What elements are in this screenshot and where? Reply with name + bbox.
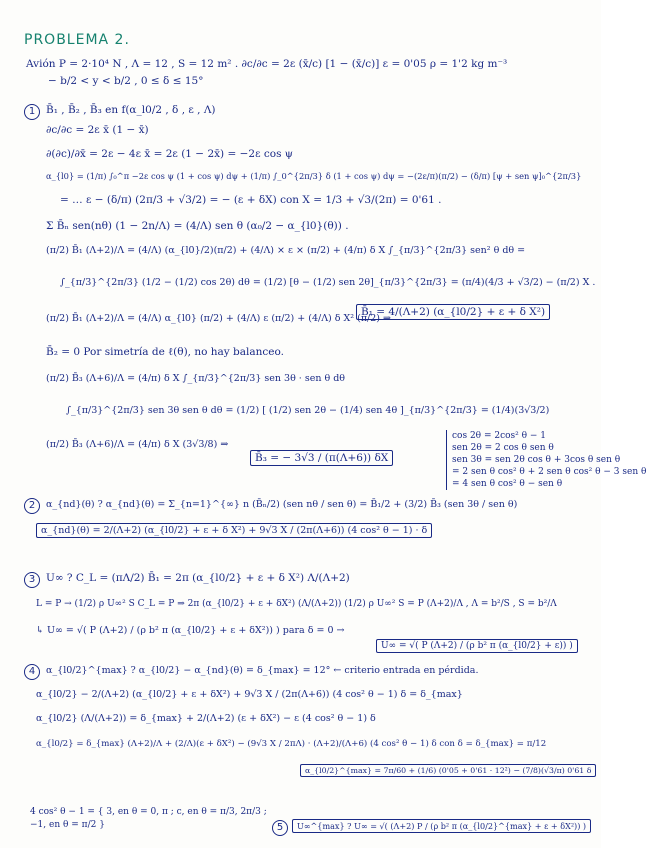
side-note-line: sen 2θ = 2 cos θ sen θ: [452, 443, 554, 453]
section-1-line: ∂(∂c)/∂x̄ = 2ε − 4ε x̄ = 2ε (1 − 2x̄) = −2ε cos ψ: [46, 148, 294, 160]
result-alpha-nd-box: α_{nd}(θ) = 2/(Λ+2) (α_{l0/2} + ε + δ X²) + 9√3 X / (2π(Λ+6)) (4 cos² θ − 1) · δ: [36, 523, 432, 538]
side-note-line: cos 2θ = 2cos² θ − 1: [452, 431, 547, 441]
section-3-line: L = P → (1/2) ρ U∞² S C_L = P ⇒ 2π (α_{l0/2} + ε + δX²) (Λ/(Λ+2)) (1/2) ρ U∞² S = P (Λ+2)/Λ , Λ = b²/S , S = b²/Λ: [36, 599, 557, 609]
section-1-line: (π/2) B̄₃ (Λ+6)/Λ = (4/π) δ X ∫_{π/3}^{2π/3} sen 3θ · sen θ dθ: [46, 373, 346, 384]
side-note-line: = 2 sen θ cos² θ + 2 sen θ cos² θ − 3 sen θ: [452, 467, 646, 477]
result-b2: B̄₂ = 0 Por simetría de ℓ(θ), no hay balanceo.: [46, 346, 284, 358]
section-1-line: α_{l0} = (1/π) ∫₀^π −2ε cos ψ (1 + cos ψ) dψ + (1/π) ∫_0^{2π/3} δ (1 + cos ψ) dψ = −(2ε/π)(π/2) − (δ/π) [ψ + sen ψ]₀^{2π/3}: [46, 171, 582, 181]
section-3-number: 3: [24, 572, 40, 588]
result-u-inf: [376, 640, 578, 653]
result-alpha-max: [300, 764, 596, 777]
section-1-line: ∂c/∂c = 2ε x̄ (1 − x̄): [46, 124, 149, 136]
side-note-line: = 4 sen θ cos² θ − sen θ: [452, 479, 563, 489]
section-3-line: U∞ ? C_L = (πΛ/2) B̄₁ = 2π (α_{l0/2} + ε + δ X²) Λ/(Λ+2): [46, 572, 350, 584]
section-1-line: (π/2) B̄₁ (Λ+2)/Λ = (4/Λ) (α_{l0}/2)(π/2) + (4/Λ) × ε × (π/2) + (4/π) δ X ∫_{π/3}^{2π/3} sen² θ dθ =: [46, 245, 526, 256]
trig-identities-note: [446, 430, 646, 490]
section-1-line: ∫_{π/3}^{2π/3} sen 3θ sen θ dθ = (1/2) [ (1/2) sen 2θ − (1/4) sen 4θ ]_{π/3}^{2π/3} = (1/4)(3√3/2): [66, 405, 550, 416]
section-1-line: Σ B̄ₙ sen(nθ) (1 − 2n/Λ) = (4/Λ) sen θ (α₀/2 − α_{l0}(θ)) .: [46, 220, 349, 232]
section-4-line: α_{l0/2}^{max} ? α_{l0/2} − α_{nd}(θ) = δ_{max} = 12° ← criterio entrada en pérdida.: [46, 665, 479, 676]
given-data-line-1: Avión P = 2·10⁴ N , Λ = 12 , S = 12 m² . ∂c/∂c = 2ε (x̄/c) [1 − (x̄/c)] ε = 0'05 ρ = 1'2 kg m⁻³: [26, 58, 508, 70]
section-1-line: [46, 346, 284, 359]
result-b3: [250, 452, 393, 465]
section-5-number: 5: [272, 820, 288, 836]
result-u-max-box: U∞^{max} ? U∞ = √( (Λ+2) P / (ρ b² π (α_{l0/2}^{max} + ε + δX²)) ): [292, 819, 591, 833]
result-b1: [356, 306, 550, 319]
side-note-line: sen 3θ = sen 2θ cos θ + 3cos θ sen θ: [452, 455, 621, 465]
given-data-line-2: − b/2 < y < b/2 , 0 ≤ δ ≤ 15°: [48, 75, 204, 87]
section-2-number: 2: [24, 498, 40, 514]
section-2-line: α_{nd}(θ) ? α_{nd}(θ) = Σ_{n=1}^{∞} n (B̄ₙ/2) (sen nθ / sen θ) = B̄₁/2 + (3/2) B̄₃ (sen 3θ / sen θ): [46, 499, 518, 510]
result-b3-box: B̄₃ = − 3√3 / (π(Λ+6)) δX: [250, 450, 393, 466]
section-1-line: ∫_{π/3}^{2π/3} (1/2 − (1/2) cos 2θ) dθ = (1/2) [θ − (1/2) sen 2θ]_{π/3}^{2π/3} = (π/4)(4/3 + √3/2) − (π/2) X .: [60, 277, 596, 288]
cos-cases: 4 cos² θ − 1 = { 3, en θ = 0, π ; c, en θ = π/3, 2π/3 ; −1, en θ = π/2 }: [30, 807, 267, 830]
result-alpha-max-box: α_{l0/2}^{max} = 7π/60 + (1/6) (0'05 + 0'61 · 12²) − (7/8)(√3/π) 0'61 δ: [300, 764, 596, 777]
section-1-number: 1: [24, 104, 40, 120]
section-1-line: = … ε − (δ/π) (2π/3 + √3/2) = − (ε + δX) con X = 1/3 + √3/(2π) = 0'61 .: [60, 194, 442, 206]
section-4-line: α_{l0/2} − 2/(Λ+2) (α_{l0/2} + ε + δX²) + 9√3 X / (2π(Λ+6)) (4 cos² θ − 1) δ = δ_{max}: [36, 689, 463, 700]
section-4-number: 4: [24, 664, 40, 680]
result-alpha-nd: [36, 524, 432, 537]
problem-title: PROBLEMA 2.: [24, 32, 130, 48]
section-1-line: (π/2) B̄₃ (Λ+6)/Λ = (4/π) δ X (3√3/8) ⇒: [46, 439, 229, 450]
section-4-line: α_{l0/2} = δ_{max} (Λ+2)/Λ + (2/Λ)(ε + δX²) − (9√3 X / 2πΛ) · (Λ+2)/(Λ+6) (4 cos² θ − 1) δ con δ = δ_{max} = π/12: [36, 739, 547, 749]
result-u-inf-box: U∞ = √( P (Λ+2) / (ρ b² π (α_{l0/2} + ε)) ): [376, 639, 578, 653]
section-1-line: B̄₁ , B̄₂ , B̄₃ en f(α_l0/2 , δ , ε , Λ): [46, 104, 216, 116]
section-4-line: α_{l0/2} (Λ/(Λ+2)) = δ_{max} + 2/(Λ+2) (ε + δX²) − ε (4 cos² θ − 1) δ: [36, 713, 376, 724]
section-3-line: ↳ U∞ = √( P (Λ+2) / (ρ b² π (α_{l0/2} + ε + δX²)) ) para δ = 0 →: [36, 625, 345, 636]
section-1-line: (π/2) B̄₁ (Λ+2)/Λ = (4/Λ) α_{l0} (π/2) + (4/Λ) ε (π/2) + (4/Λ) δ X² (π/2) ⇒: [46, 313, 391, 324]
result-u-max: [292, 820, 591, 833]
result-b1-box: B̄₁ = 4/(Λ+2) (α_{l0/2} + ε + δ X²): [356, 304, 550, 320]
